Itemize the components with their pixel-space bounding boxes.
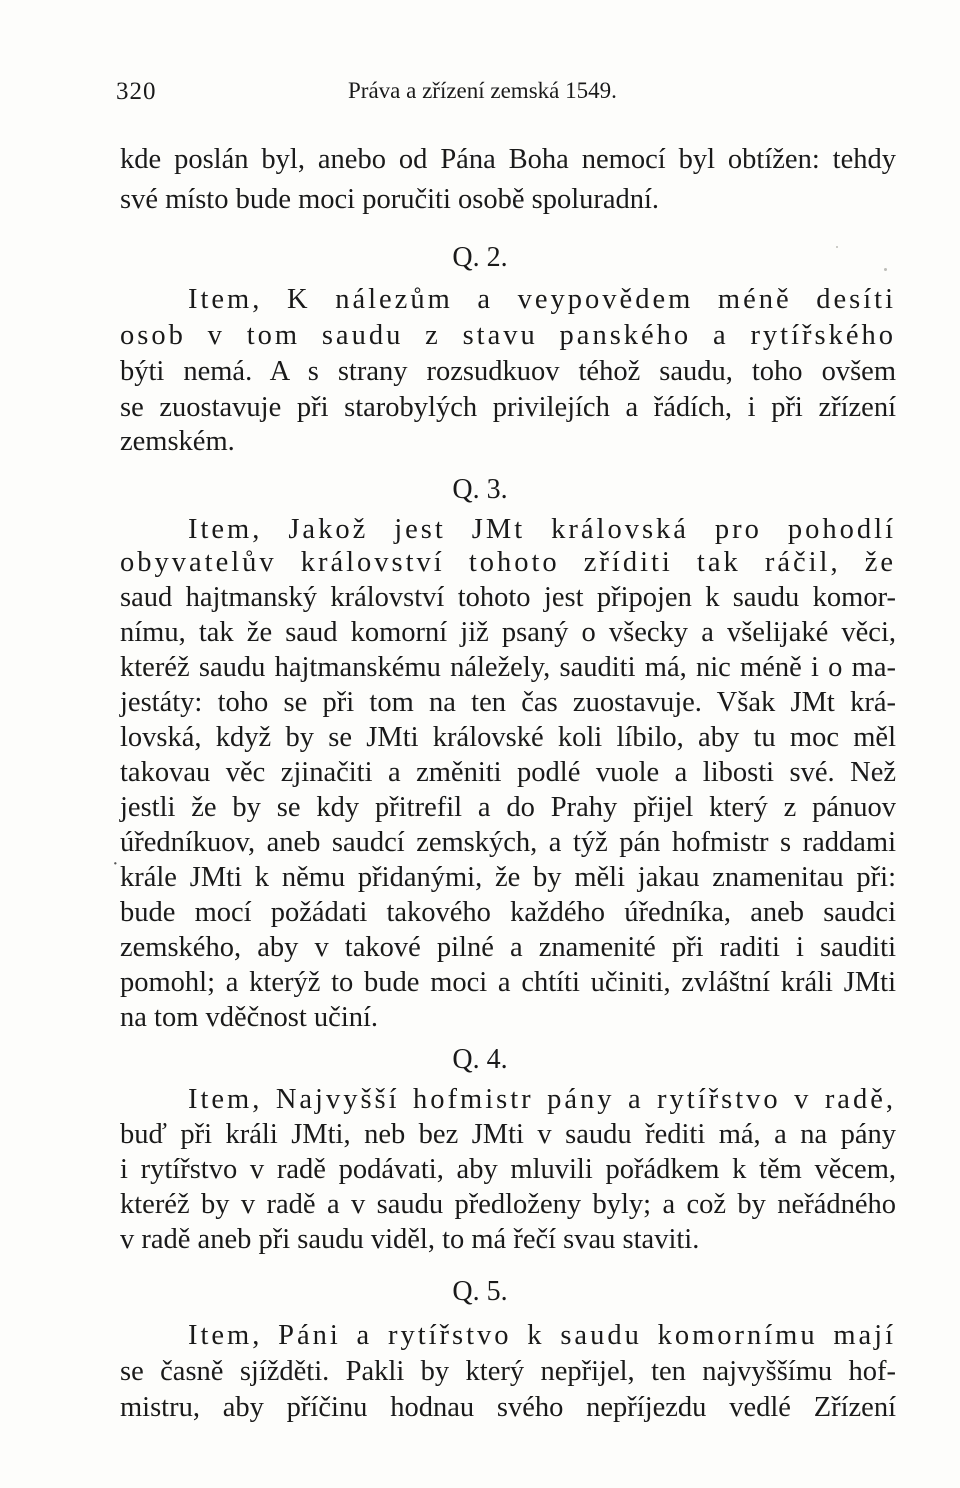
running-head [116,78,896,118]
text-line: jestli že by se kdy přitrefil a do Prahy přijel který z pánuov [120,792,896,823]
text-line: Item, Jakož jest JMt královská pro pohodlí [188,514,896,545]
text-line: osob v tom saudu z stavu panského a rytířského [120,320,896,351]
text-line: se zuostavuje při starobylých privilejích a řádích, i při zřízení [120,392,896,423]
text-line: buď při králi JMti, neb bez JMti v saudu řediti má, a na pány [120,1119,896,1150]
text-line: bude mocí požádati takového každého úředníka, aneb saudci [120,897,896,928]
text-line: se časně sjížděti. Pakli by který nepřijel, ten najvyššímu hof- [120,1356,896,1387]
text-line: zemského, aby v takové pilné a znamenité při raditi i sauditi [120,932,896,963]
text-line: saud hajtmanský království tohoto jest připojen k saudu komor- [120,582,896,613]
text-line: Item, K nálezům a veypovědem méně desíti [188,284,896,315]
text-line: lovská, když by se JMti královské koli líbilo, aby tu moc měl [120,722,896,753]
scan-speck [836,246,838,248]
section-heading: Q. 3. [452,474,508,505]
text-line: kde poslán byl, anebo od Pána Boha nemocí byl obtížen: tehdy [120,144,896,175]
text-line: kteréž saudu hajtmanskému náležely, sauditi má, nic méně i o ma- [120,652,896,683]
text-line: i rytířstvo v radě podávati, aby mluvili pořádkem k těm věcem, [120,1154,896,1185]
text-line: býti nemá. A s strany rozsudkuov téhož saudu, toho ovšem [120,356,896,387]
scan-speck [884,268,887,271]
text-line: zemském. [120,426,235,457]
running-title: Práva a zřízení zemská 1549. [348,78,617,103]
text-line: obyvatelův království tohoto zříditi tak ráčil, že [120,547,896,578]
text-line: takovau věc zjinačiti a změniti podlé vuole a libosti své. Než [120,757,896,788]
section-heading: Q. 5. [452,1276,508,1307]
section-heading: Q. 2. [452,242,508,273]
text-line: kteréž by v radě a v saudu předloženy byly; a což by neřádného [120,1189,896,1220]
text-line: krále JMti k němu přidanými, že by měli jakau znamenitau při: [120,862,896,893]
section-heading: Q. 4. [452,1044,508,1075]
text-line: Item, Najvyšší hofmistr pány a rytířstvo v radě, [188,1084,896,1115]
text-line: své místo bude moci poručiti osobě spoluradní. [120,184,660,215]
text-line: mistru, aby příčinu hodnau svého nepříjezdu vedlé Zřízení [120,1392,896,1423]
text-line: úředníkuov, aneb saudcí zemských, a týž pán hofmistr s raddami [120,827,896,858]
text-line: nímu, tak že saud komorní již psaný o všecky a všelijaké věci, [120,617,896,648]
text-line: pomohl; a kterýž to bude moci a chtíti učiniti, zvláštní králi JMti [120,967,896,998]
text-line: jestáty: toho se při tom na ten čas zuostavuje. Však JMt krá- [120,687,896,718]
text-line: v radě aneb při saudu viděl, to má řečí svau staviti. [120,1224,700,1255]
page-number: 320 [116,78,157,105]
text-line: Item, Páni a rytířstvo k saudu komornímu mají [188,1320,896,1351]
text-line: na tom vděčnost učiní. [120,1002,379,1033]
margin-mark: · [112,853,119,875]
